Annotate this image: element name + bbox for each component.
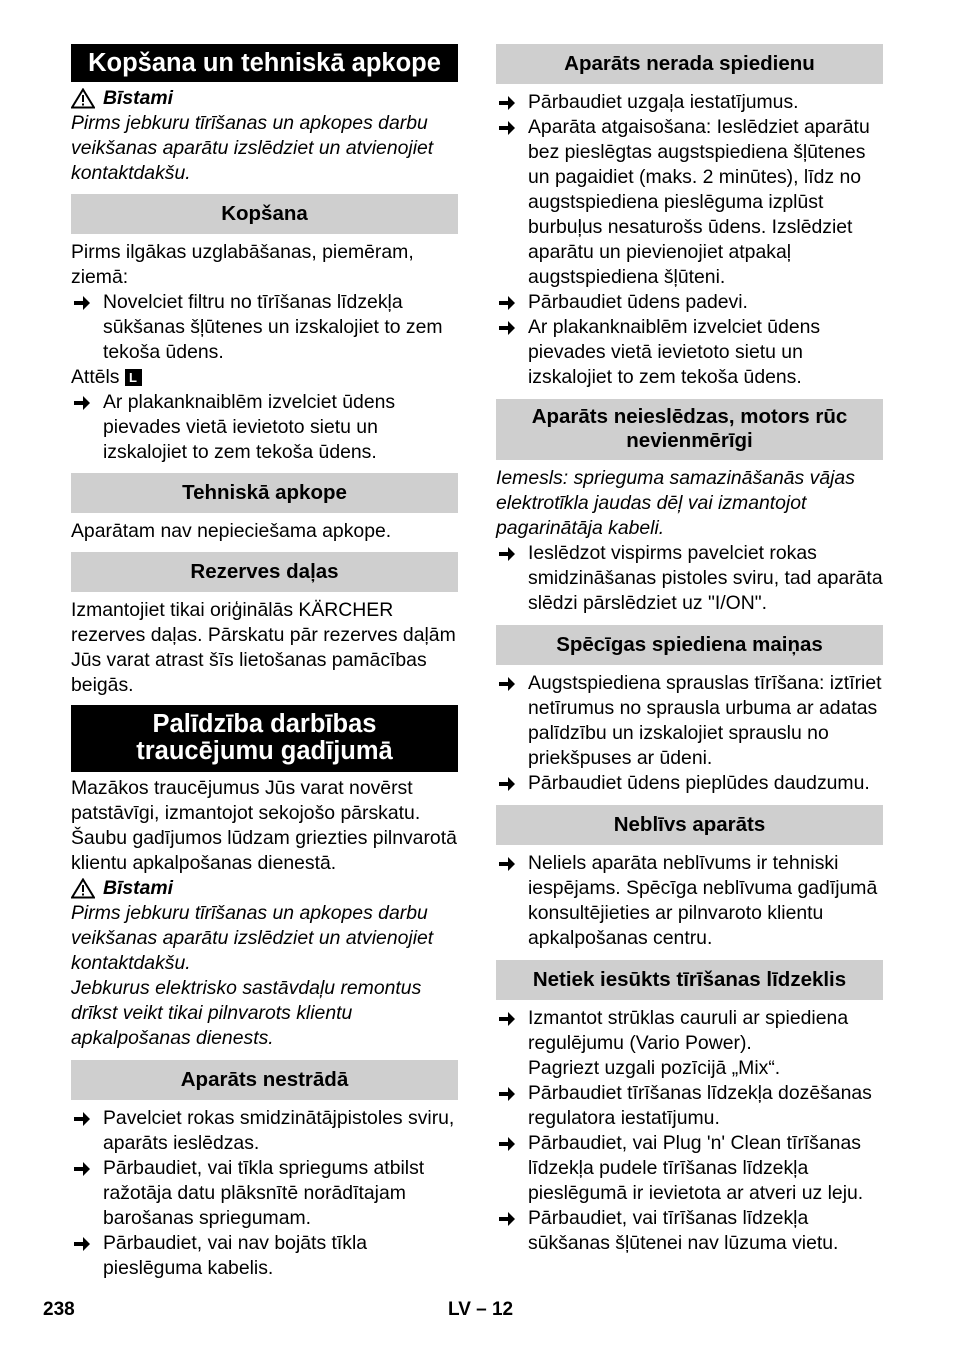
list-item-text: Aparāta atgaisošana: Ieslēdziet aparātu bez pieslēgtas augstspiediena šļūtenes un pagaidiet (maks. 2 minūtes), līdz no augstspiediena pieslēguma izplūst burbuļus nesaturošs ūdens. Izslēdziet aparātu un pievienojiet atpakaļ augstspiediena šļūteni.: [528, 116, 870, 288]
arrow-right-icon: [498, 671, 520, 696]
list-item-text: Neliels aparāta neblīvums ir tehniski iespējams. Spēcīga neblīvuma gadījumā konsultējieties ar pilnvaroto klientu apkalpošanas centru.: [528, 852, 878, 949]
help-intro: Mazākos traucējumus Jūs varat novērst patstāvīgi, izmantojot sekojošo pārskatu. Šaubu gadījumos lūdzam griezties pilnvarotā klientu apkalpošanas dienestā.: [71, 777, 457, 874]
arrow-right-icon: [498, 115, 520, 140]
subheading-care: Kopšana: [71, 194, 458, 234]
arrow-right-icon: [498, 1081, 520, 1106]
list-item-text: Augstspiediena sprauslas tīrīšana: iztīriet netīrumus no sprausla urbuma ar adatas palīdzību un izskalojiet sprauslu no priekšpuses ar ūdeni.: [528, 672, 882, 769]
list-item-text: Pārbaudiet ūdens padevi.: [528, 291, 748, 313]
arrow-right-icon: [73, 1231, 95, 1256]
list-item-text: Izmantot strūklas cauruli ar spiediena regulējumu (Vario Power).: [528, 1007, 849, 1054]
heading-line: Aparāts neieslēdzas, motors rūc: [531, 405, 848, 428]
subheading-device-leaking: Neblīvs aparāts: [496, 805, 883, 845]
list-item-text: Pārbaudiet tīrīšanas līdzekļa dozēšanas regulatora iestatījumu.: [528, 1082, 872, 1129]
language-page-label: LV – 12: [448, 1299, 514, 1320]
figure-letter-badge: L: [125, 369, 142, 386]
list-item: [71, 290, 458, 365]
list-item: [496, 851, 883, 951]
page-number: 238: [43, 1299, 75, 1320]
subheading-technical-maintenance: Tehniskā apkope: [71, 473, 458, 513]
subheading-spare-parts: Rezerves daļas: [71, 552, 458, 592]
danger-label: Bīstami: [103, 877, 174, 899]
list-item-text: Ar plakanknaiblēm izvelciet ūdens pievades vietā ievietoto sietu un izskalojiet to zem tekoša ūdens.: [103, 391, 396, 463]
list-item: [496, 315, 883, 390]
subheading-detergent-not-sucked: Netiek iesūkts tīrīšanas līdzeklis: [496, 960, 883, 1000]
arrow-right-icon: [498, 1131, 520, 1156]
list-item: [496, 541, 883, 616]
subheading-no-pressure: Aparāts nerada spiedienu: [496, 44, 883, 84]
tech-text: Aparātam nav nepieciešama apkope.: [71, 520, 392, 542]
arrow-right-icon: [498, 1206, 520, 1231]
arrow-right-icon: [498, 290, 520, 315]
list-item: [496, 1006, 883, 1081]
list-item: [71, 1231, 458, 1281]
list-item-text: Ar plakanknaiblēm izvelciet ūdens pievades vietā ievietoto sietu un izskalojiet to zem tekoša ūdens.: [528, 316, 821, 388]
list-item: [71, 1156, 458, 1231]
right-column: [496, 44, 883, 1256]
list-item-text: Ieslēdzot vispirms pavelciet rokas smidzināšanas pistoles sviru, tad aparāta slēdzi pārslēdziet uz "I/ON".: [528, 542, 883, 614]
danger-notice: [71, 86, 458, 111]
list-item-text: Pārbaudiet, vai nav bojāts tīkla pieslēguma kabelis.: [103, 1232, 368, 1279]
warning-triangle-icon: [71, 88, 97, 109]
arrow-right-icon: [498, 541, 520, 566]
list-item: [71, 390, 458, 465]
warning-triangle-icon: [71, 878, 97, 899]
arrow-right-icon: [73, 390, 95, 415]
figure-label: Attēls: [71, 366, 120, 388]
list-item-text: Pārbaudiet ūdens pieplūdes daudzumu.: [528, 772, 870, 794]
arrow-right-icon: [498, 315, 520, 340]
danger-text: Jebkurus elektrisko sastāvdaļu remontus drīkst veikt tikai pilnvarots klientu apkalpošanas dienests.: [71, 977, 422, 1049]
care-intro: Pirms ilgākas uzglabāšanas, piemēram, ziemā:: [71, 241, 414, 288]
list-item: [496, 1206, 883, 1256]
page-footer: [43, 1297, 954, 1323]
left-column: [71, 44, 458, 1281]
list-item-text: Pārbaudiet, vai tīkla spriegums atbilst ražotāja datu plāksnītē norādītajam barošanas spriegumam.: [103, 1157, 425, 1229]
heading-line: traucējumu gadījumā: [136, 737, 393, 765]
list-item-text: Pārbaudiet uzgaļa iestatījumus.: [528, 91, 799, 113]
list-item-text: Pārbaudiet, vai tīrīšanas līdzekļa sūkšanas šļūtenei nav lūzuma vietu.: [528, 1207, 839, 1254]
list-item: [496, 1131, 883, 1206]
list-item: [496, 671, 883, 771]
arrow-right-icon: [498, 90, 520, 115]
danger-text: Pirms jebkuru tīrīšanas un apkopes darbu veikšanas aparātu izslēdziet un atvienojiet kontaktdakšu.: [71, 902, 434, 974]
list-item-text: Pagriezt uzgali pozīcijā „Mix“.: [528, 1057, 781, 1079]
heading-line: Palīdzība darbības: [152, 710, 377, 738]
danger-notice: [71, 876, 458, 901]
subheading-pressure-fluctuations: Spēcīgas spiediena maiņas: [496, 625, 883, 665]
section-heading-care-maintenance: Kopšana un tehniskā apkope: [71, 44, 458, 82]
subheading-device-not-working: Aparāts nestrādā: [71, 1060, 458, 1100]
list-item: [496, 90, 883, 115]
list-item: [496, 1081, 883, 1131]
danger-label: Bīstami: [103, 87, 174, 109]
list-item: [71, 1106, 458, 1156]
heading-line: nevienmērīgi: [626, 429, 753, 452]
list-item-text: Novelciet filtru no tīrīšanas līdzekļa sūkšanas šļūtenes un izskalojiet to zem tekoša ūdens.: [103, 291, 443, 363]
arrow-right-icon: [73, 1156, 95, 1181]
section-heading-troubleshooting: [71, 705, 458, 772]
list-item-text: Pārbaudiet, vai Plug 'n' Clean tīrīšanas līdzekļa pudele tīrīšanas līdzekļa pieslēgumā ir ievietota ar atveri uz leju.: [528, 1132, 864, 1204]
list-item-text: Pavelciet rokas smidzinātājpistoles sviru, aparāts ieslēdzas.: [103, 1107, 455, 1154]
arrow-right-icon: [73, 1106, 95, 1131]
parts-text: Izmantojiet tikai oriģinālās KÄRCHER rezerves daļas. Pārskatu pār rezerves daļām Jūs varat atrast šīs lietošanas pamācības beigās.: [71, 599, 456, 696]
arrow-right-icon: [498, 851, 520, 876]
figure-reference: [71, 365, 458, 390]
reason-text: Iemesls: sprieguma samazināšanās vājas elektrotīkla jaudas dēļ vai izmantojot pagarinātāja kabeli.: [496, 467, 855, 539]
danger-text: Pirms jebkuru tīrīšanas un apkopes darbu veikšanas aparātu izslēdziet un atvienojiet kontaktdakšu.: [71, 112, 434, 184]
subheading-device-does-not-start: [496, 399, 883, 460]
arrow-right-icon: [498, 1006, 520, 1031]
list-item: [496, 290, 883, 315]
arrow-right-icon: [498, 771, 520, 796]
arrow-right-icon: [73, 290, 95, 315]
list-item: [496, 771, 883, 796]
list-item: [496, 115, 883, 290]
